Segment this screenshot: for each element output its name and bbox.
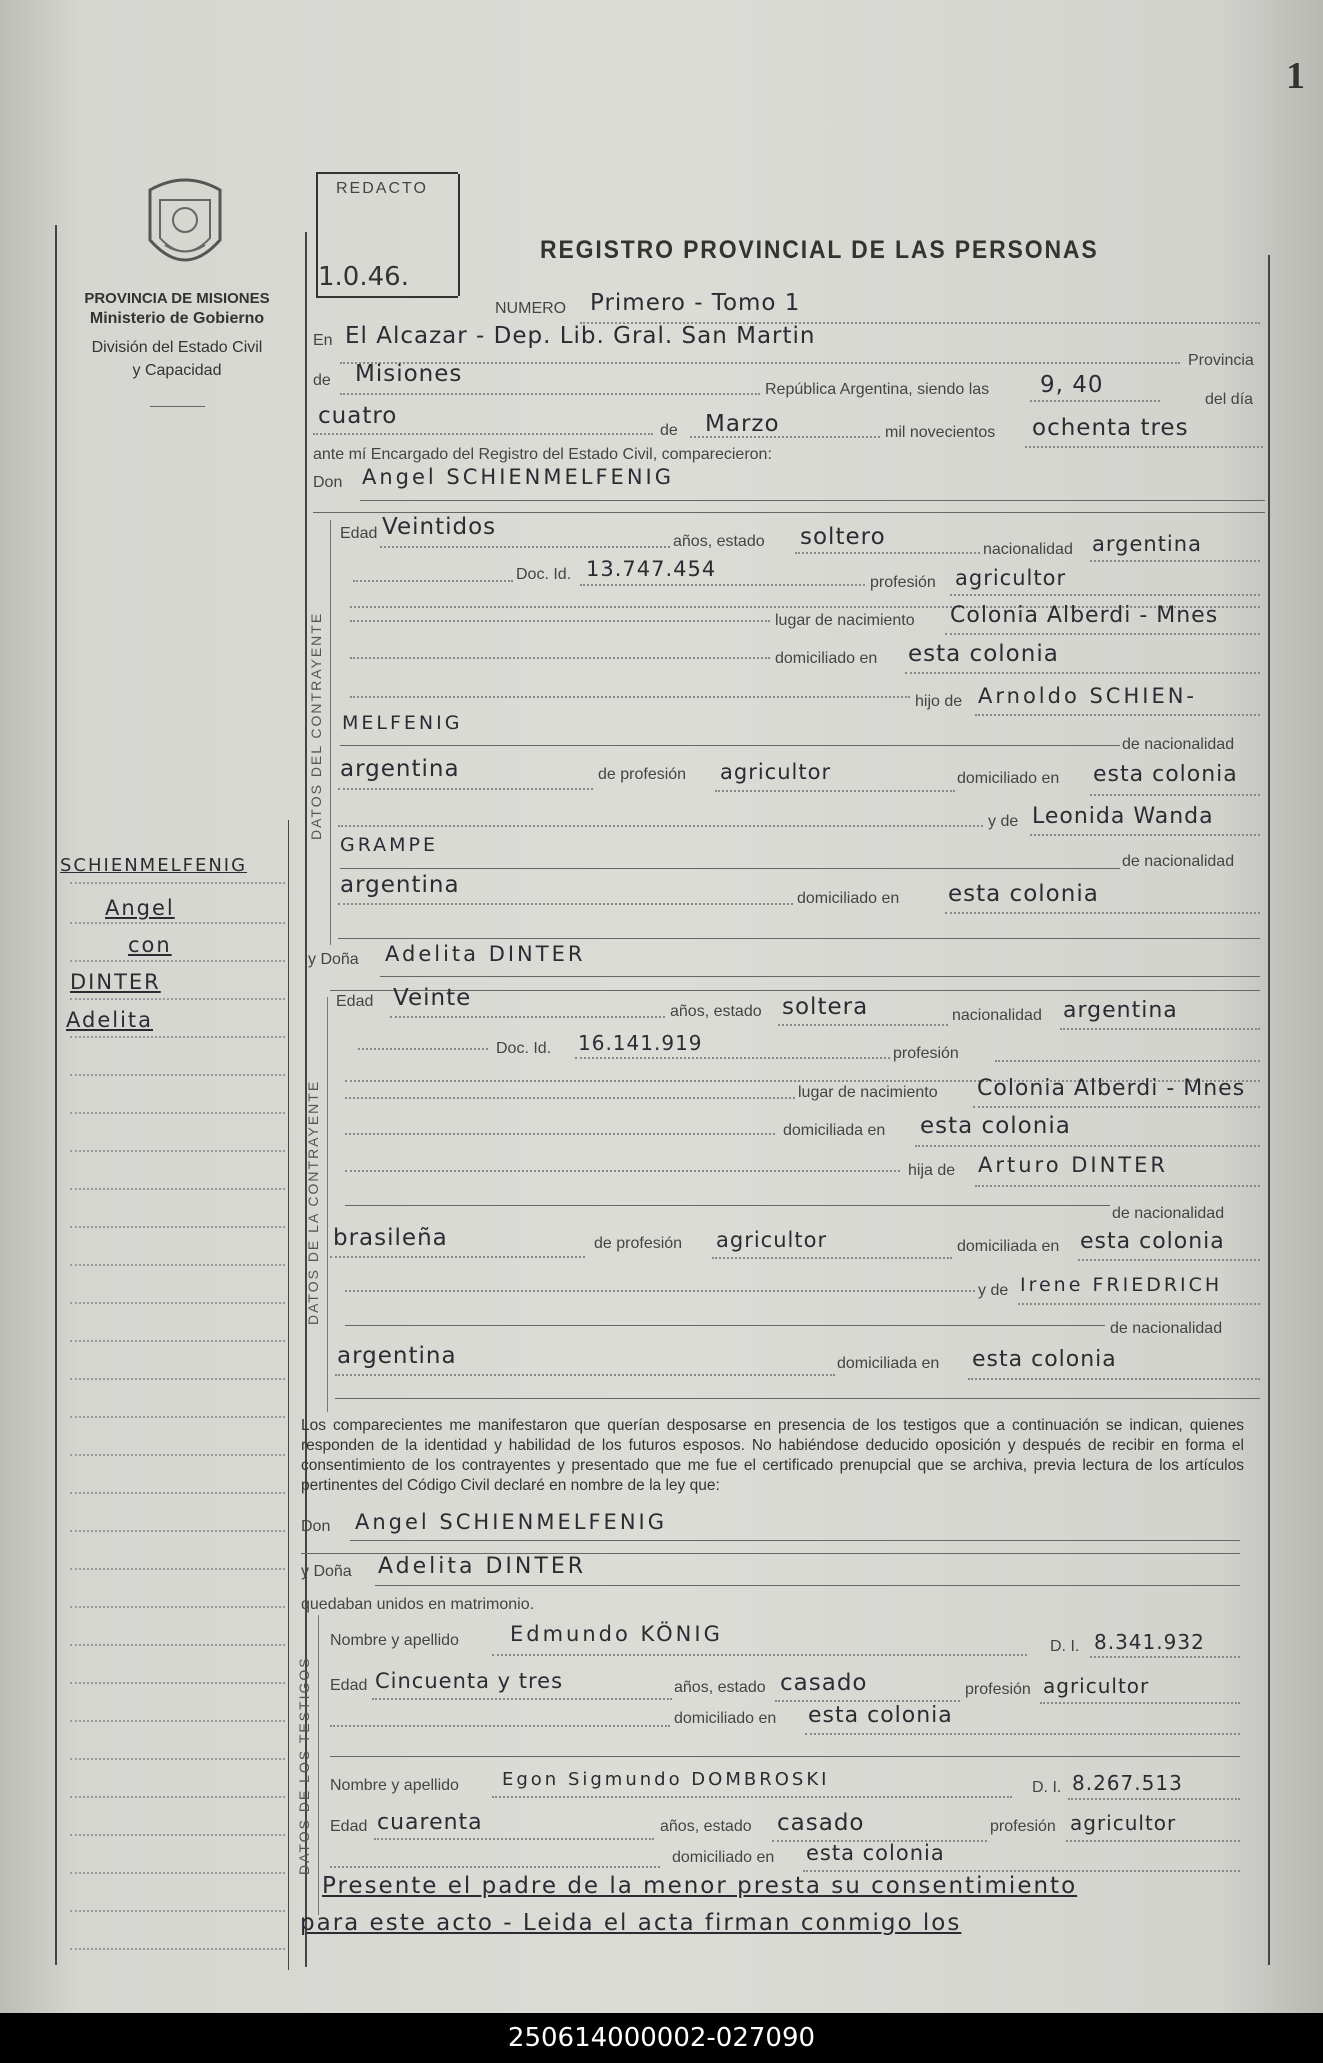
t2-dom-pre-line — [330, 1866, 660, 1868]
redacto-number: 1.0.46. — [318, 262, 409, 292]
t2-doc: 8.267.513 — [1072, 1771, 1183, 1795]
madre-domicilio: esta colonia — [948, 881, 1099, 907]
margin-rule-21 — [70, 1644, 285, 1646]
padre-domicilio-2: esta colonia — [1080, 1229, 1225, 1254]
contrayenta-end-line — [335, 1398, 1260, 1399]
madre-dom-line — [945, 912, 1260, 914]
margin-rule-12 — [70, 1302, 285, 1304]
edad-line — [380, 546, 670, 548]
margin-name-5: Adelita — [66, 1008, 154, 1032]
padre-nacionalidad-2: brasileña — [333, 1225, 448, 1251]
t1-doc: 8.341.932 — [1094, 1630, 1205, 1654]
lugar-pre-line-2 — [345, 1097, 795, 1099]
mes-value: Marzo — [705, 411, 780, 437]
prof-label-2: profesión — [893, 1045, 959, 1062]
padre-2-line — [340, 745, 1120, 746]
margin-rule-28 — [70, 1910, 285, 1912]
padre-nacionalidad: argentina — [340, 756, 460, 782]
doc-line-2 — [575, 1057, 890, 1059]
margin-rule-29 — [70, 1948, 285, 1950]
decl-don-value: Angel SCHIENMELFENIG — [355, 1510, 667, 1534]
y-de-label: y de — [988, 813, 1019, 830]
mes-line — [690, 436, 880, 438]
margin-rule-3 — [70, 960, 285, 962]
dom-line — [905, 672, 1260, 674]
contrayenta-estado: soltera — [782, 994, 869, 1020]
margin-rule-6 — [70, 1074, 285, 1076]
padre-dom-line — [1090, 794, 1260, 796]
contrayenta-edad: Veinte — [393, 985, 472, 1011]
t1-edad-line — [372, 1698, 672, 1700]
numero-label: NUMERO — [495, 300, 567, 317]
hijo-label: hijo de — [915, 693, 963, 710]
margin-rule-19 — [70, 1568, 285, 1570]
don-line — [360, 500, 1265, 501]
t1-dom-pre-line — [330, 1725, 670, 1727]
coat-of-arms-icon — [140, 170, 230, 280]
provincia-value: Misiones — [355, 361, 463, 387]
margin-rule-20 — [70, 1606, 285, 1608]
margin-name-3: con — [128, 933, 172, 957]
margin-rule-27 — [70, 1872, 285, 1874]
de-prof-label-2: de profesión — [594, 1235, 683, 1252]
left-border — [55, 225, 57, 1965]
lugar-line — [340, 362, 1180, 364]
contrayenta-domicilio: esta colonia — [920, 1113, 1071, 1139]
madre-de-nac-label-2: de nacionalidad — [1110, 1320, 1223, 1337]
margin-rule-9 — [70, 1188, 285, 1190]
contrayente-domicilio: esta colonia — [908, 641, 1059, 667]
margin-rule-11 — [70, 1264, 285, 1266]
doc-line — [580, 584, 865, 586]
dia-value: cuatro — [318, 403, 398, 429]
prof-line — [950, 594, 1260, 596]
dom-pre-line — [350, 657, 770, 659]
margin-rule-26 — [70, 1834, 285, 1836]
padre-2-line-b — [345, 1205, 1110, 1206]
contrayenta-padre: Arturo DINTER — [978, 1153, 1168, 1177]
margin-rule-22 — [70, 1682, 285, 1684]
anios-label-2: años, estado — [670, 1003, 762, 1020]
t1-dom-label: domiciliado en — [674, 1710, 777, 1727]
contrayente-estado: soltero — [800, 524, 886, 550]
lugar-nac-label-2: lugar de nacimiento — [798, 1084, 938, 1101]
estado-line — [795, 552, 980, 554]
doc-label: Doc. Id. — [516, 566, 572, 583]
t2-estado: casado — [777, 1810, 865, 1836]
padre-domicilio: esta colonia — [1093, 762, 1238, 787]
contrayente-name: Angel SCHIENMELFENIG — [362, 465, 674, 489]
t1-anios-label: años, estado — [674, 1679, 766, 1696]
footer-code: 250614000002-027090 — [0, 2013, 1323, 2063]
margin-rule-18 — [70, 1530, 285, 1532]
margin-rule-1 — [70, 882, 285, 884]
declaration-text: Los comparecientes me manifestaron que querían desposarse en presencia de los testigos que a continuación se indican, quienes responden de la identidad y habilidad de los futuros esposos. No habiéndose deducido oposición y después de recibir en forma el consentimiento de los contrayentes y presentado que me fue el certificado prenupcial que se archiva, previa lectura de los artículos pertinentes del Código Civil declaré en nombre de la ley que: — [301, 1417, 1244, 1494]
quedaban-label: quedaban unidos en matrimonio. — [301, 1596, 535, 1613]
ante-label: ante mí Encargado del Registro del Estado Civil, comparecieron: — [313, 446, 772, 463]
margin-rule-24 — [70, 1758, 285, 1760]
margin-rule-10 — [70, 1226, 285, 1228]
madre-dom-line-2 — [968, 1378, 1260, 1380]
margin-name-4: DINTER — [70, 970, 161, 994]
redacto-label: REDACTO — [336, 180, 428, 197]
registry-title: REGISTRO PROVINCIAL DE LAS PERSONAS — [540, 236, 1099, 264]
decl-don-line — [350, 1540, 1240, 1541]
contrayenta-nacionalidad: argentina — [1063, 998, 1178, 1023]
decl-dona-line — [375, 1585, 1240, 1586]
t2-d-label: D. I. — [1032, 1779, 1062, 1796]
contrayente-lugar-nac: Colonia Alberdi - Mnes — [950, 603, 1219, 628]
madre-line — [1030, 834, 1260, 836]
dona-label: y Doña — [308, 951, 359, 968]
padre-dom-line-2 — [1078, 1259, 1260, 1261]
dom-line-2 — [915, 1145, 1260, 1147]
hija-label: hija de — [908, 1162, 956, 1179]
hijo-pre-line — [350, 696, 910, 698]
t1-edad-label: Edad — [330, 1677, 368, 1694]
hora-line — [1030, 400, 1160, 402]
contrayente-madre-2: GRAMPE — [340, 834, 439, 856]
t1-nombre-label: Nombre y apellido — [330, 1632, 459, 1649]
don-label: Don — [313, 474, 343, 491]
contrayenta-name: Adelita DINTER — [385, 942, 586, 966]
provincia-line — [340, 393, 760, 395]
t1-end-line — [330, 1756, 1240, 1757]
anio-value: ochenta tres — [1032, 415, 1189, 441]
don-line-2 — [313, 512, 1265, 513]
contrayente-doc: 13.747.454 — [586, 557, 717, 581]
madre-pre-line — [338, 825, 983, 827]
margin-name-2: Angel — [105, 896, 175, 920]
edad-label-2: Edad — [336, 993, 374, 1010]
hora-value: 9, 40 — [1040, 372, 1104, 398]
header-division-1: División del Estado Civil — [91, 339, 263, 356]
header-division-2: y Capacidad — [132, 362, 222, 379]
madre-de-nac-label: de nacionalidad — [1122, 853, 1235, 870]
madre-line-2 — [1018, 1303, 1260, 1305]
header-ministry: Ministerio de Gobierno — [89, 310, 265, 327]
contrayenta-doc: 16.141.919 — [578, 1031, 703, 1055]
testigos-side-label: DATOS DE LOS TESTIGOS — [296, 1656, 312, 1875]
margin-name-1: SCHIENMELFENIG — [60, 855, 248, 876]
t1-domicilio: esta colonia — [808, 1703, 953, 1728]
t2-prof-label: profesión — [990, 1818, 1056, 1835]
padre-line-2 — [975, 1185, 1260, 1187]
padre-profesion-2: agricultor — [716, 1228, 828, 1252]
t1-estado: casado — [780, 1670, 868, 1696]
margin-rule-17 — [70, 1492, 285, 1494]
nac-label: nacionalidad — [983, 541, 1073, 558]
lugar-nac-line-2 — [973, 1106, 1260, 1108]
lugar-nac-line — [945, 633, 1260, 635]
t2-anios-label: años, estado — [660, 1818, 752, 1835]
lugar-pre-line — [350, 620, 770, 622]
dom-label: domiciliado en — [775, 650, 878, 667]
madre-nac-line — [338, 903, 793, 905]
decl-dona-value: Adelita DINTER — [378, 1554, 586, 1579]
contrayente-padre-1: Arnoldo SCHIEN- — [978, 684, 1198, 708]
de-nac-label-2: de nacionalidad — [1112, 1205, 1225, 1222]
de-nac-label: de nacionalidad — [1122, 736, 1235, 753]
padre-nac-line — [338, 788, 593, 790]
de-prof-label: de profesión — [598, 766, 687, 783]
prof-label: profesión — [870, 574, 936, 591]
padre-dom-label-2: domiciliada en — [957, 1238, 1060, 1255]
doc-pre-line-2 — [358, 1048, 488, 1050]
padre-dom-label: domiciliado en — [957, 770, 1060, 787]
t2-nombre-line — [492, 1796, 1012, 1798]
madre-dom-label: domiciliado en — [797, 890, 900, 907]
contrayente-bracket — [330, 520, 331, 945]
t2-nombre-label: Nombre y apellido — [330, 1777, 459, 1794]
republica-label: República Argentina, siendo las — [765, 381, 990, 398]
contrayenta-side-label: DATOS DE LA CONTRAYENTE — [305, 1079, 321, 1325]
contrayente-edad: Veintidos — [382, 514, 497, 540]
closing-line-2: para este acto - Leida el acta firman conmigo los — [300, 1910, 962, 1936]
header-province: PROVINCIA DE MISIONES — [84, 290, 270, 307]
decl-dona-label: y Doña — [301, 1563, 352, 1580]
del-dia-label: del día — [1205, 391, 1254, 408]
t1-prof-line — [1040, 1702, 1240, 1704]
margin-rule-2 — [70, 922, 285, 924]
doc-pre-line — [353, 580, 513, 582]
margin-rule-7 — [70, 1112, 285, 1114]
t1-estado-line — [775, 1700, 960, 1702]
margin-rule-4 — [70, 998, 285, 1000]
provincia-label: Provincia — [1188, 352, 1254, 369]
header-divider — [150, 406, 205, 407]
en-label: En — [313, 332, 333, 349]
t2-prof-line — [1066, 1840, 1240, 1842]
hija-pre-line — [345, 1170, 900, 1172]
prof-line-2 — [995, 1060, 1260, 1062]
padre-line — [975, 714, 1260, 716]
dona-line — [380, 976, 1260, 977]
t2-domicilio: esta colonia — [806, 1841, 945, 1865]
de-mes-label: de — [660, 422, 678, 439]
estado-line-2 — [778, 1024, 948, 1026]
contrayente-side-label: DATOS DEL CONTRAYENTE — [308, 611, 324, 840]
t2-dom-label: domiciliado en — [672, 1849, 775, 1866]
madre-nac-line-2 — [335, 1374, 835, 1376]
edad-line-2 — [390, 1016, 665, 1018]
main-right-border — [1268, 255, 1270, 1965]
madre-2-line — [340, 868, 1120, 869]
dia-line — [313, 433, 653, 435]
margin-rule-16 — [70, 1454, 285, 1456]
closing-line-1: Presente el padre de la menor presta su consentimiento — [322, 1873, 1078, 1899]
t1-prof-label: profesión — [965, 1681, 1031, 1698]
lugar-nac-label: lugar de nacimiento — [775, 612, 915, 629]
madre-pre-line-2 — [345, 1290, 975, 1292]
t1-doc-line — [1090, 1656, 1240, 1658]
t2-edad-label: Edad — [330, 1818, 368, 1835]
anios-label: años, estado — [673, 533, 765, 550]
de-label: de — [313, 372, 331, 389]
contrayente-end-line — [338, 938, 1260, 939]
mil-label: mil novecientos — [885, 424, 996, 441]
testigos-bracket — [318, 1615, 319, 1915]
t2-edad: cuarenta — [377, 1810, 483, 1835]
margin-rule-5 — [70, 1036, 285, 1038]
dom-pre-line-2 — [345, 1133, 775, 1135]
margin-rule-15 — [70, 1416, 285, 1418]
t1-d-label: D. I. — [1050, 1638, 1080, 1655]
margin-rule-13 — [70, 1340, 285, 1342]
nac-line — [1090, 560, 1260, 562]
t2-nombre: Egon Sigmundo DOMBROSKI — [502, 1769, 830, 1790]
anio-line — [1025, 446, 1263, 448]
madre-domicilio-2: esta colonia — [972, 1347, 1117, 1372]
contrayente-padre-2: MELFENIG — [342, 712, 463, 734]
t2-dom-line — [803, 1870, 1240, 1872]
contrayenta-lugar-nac: Colonia Alberdi - Mnes — [977, 1076, 1246, 1101]
t1-dom-line — [805, 1733, 1240, 1735]
madre-nacionalidad-2: argentina — [337, 1343, 457, 1369]
t1-nombre: Edmundo KÖNIG — [510, 1622, 723, 1646]
padre-prof-line-2 — [712, 1257, 952, 1259]
margin-rule-14 — [70, 1378, 285, 1380]
contrayenta-madre: Irene FRIEDRICH — [1020, 1274, 1223, 1296]
t1-profesion: agricultor — [1043, 1674, 1150, 1698]
doc-label-2: Doc. Id. — [496, 1040, 552, 1057]
t2-edad-line — [374, 1838, 654, 1840]
numero-value: Primero - Tomo 1 — [590, 290, 801, 316]
page-number: 1 — [1286, 55, 1305, 97]
decl-don-label: Don — [301, 1518, 331, 1535]
madre-dom-label-2: domiciliada en — [837, 1355, 940, 1372]
contrayenta-bracket — [327, 997, 328, 1412]
contrayente-nacionalidad: argentina — [1092, 532, 1202, 556]
padre-prof-line — [715, 790, 955, 792]
t1-edad: Cincuenta y tres — [375, 1669, 564, 1693]
margin-border — [288, 820, 289, 1970]
t2-profesion: agricultor — [1070, 1811, 1177, 1835]
y-de-label-2: y de — [978, 1282, 1009, 1299]
padre-nac-line-2 — [330, 1256, 585, 1258]
contrayente-profesion: agricultor — [955, 566, 1067, 590]
margin-rule-8 — [70, 1150, 285, 1152]
edad-label: Edad — [340, 525, 378, 542]
lugar-value: El Alcazar - Dep. Lib. Gral. San Martin — [345, 323, 816, 349]
dom-label-2: domiciliada en — [783, 1122, 886, 1139]
madre-2-line-b — [345, 1325, 1105, 1326]
margin-rule-25 — [70, 1796, 285, 1798]
nac-label-2: nacionalidad — [952, 1007, 1042, 1024]
madre-nacionalidad: argentina — [340, 872, 460, 898]
t2-doc-line — [1068, 1798, 1240, 1800]
margin-rule-23 — [70, 1720, 285, 1722]
contrayente-madre-1: Leonida Wanda — [1032, 804, 1214, 829]
nac-line-2 — [1060, 1028, 1260, 1030]
t1-nombre-line — [492, 1654, 1027, 1656]
padre-profesion: agricultor — [720, 760, 832, 784]
